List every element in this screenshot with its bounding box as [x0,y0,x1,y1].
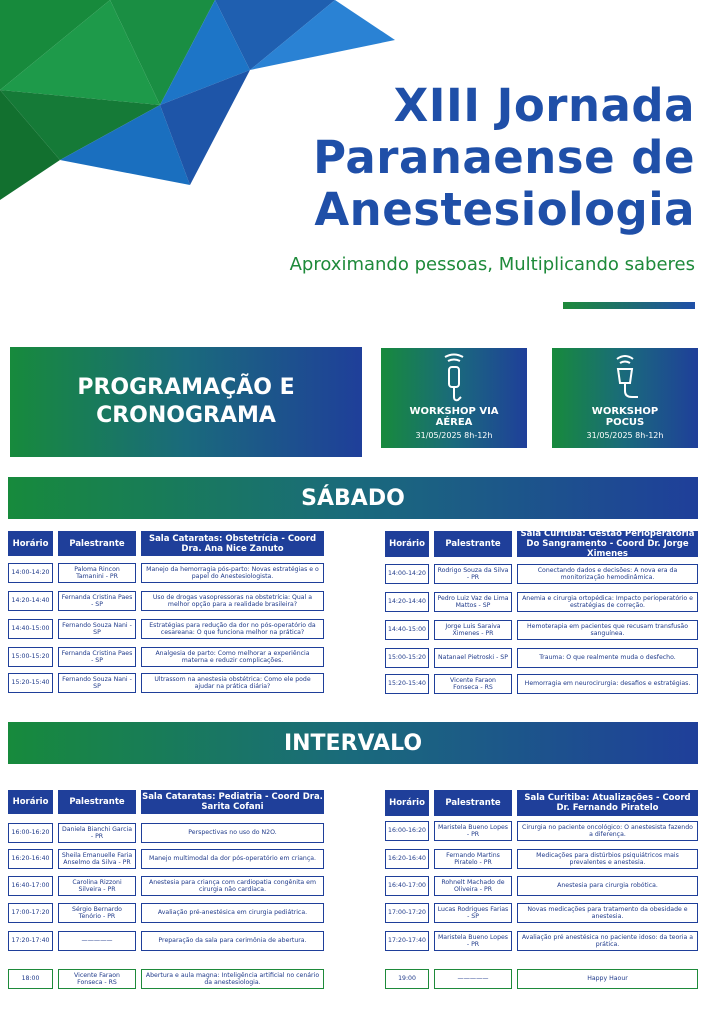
schedule-cell-time: 16:40-17:00 [385,876,429,896]
workshop-pocus-title-1: WORKSHOP [591,406,659,417]
int-left-header-topic: Sala Cataratas: Pediatria - Coord Dra. Sarita Cofani [142,792,323,812]
schedule-cell-time: 15:20-15:40 [8,673,53,693]
accent-rule [563,302,695,309]
ultrasound-probe-icon [608,353,642,403]
schedule-cell-topic: Cirurgia no paciente oncológico: O anestesista fazendo a diferença. [517,821,698,841]
schedule-final-time: 19:00 [385,969,429,989]
workshop-airway-card [381,348,527,448]
schedule-cell-speaker: Pedro Luiz Vaz de Lima Mattos - SP [434,592,512,612]
schedule-cell-topic: Hemorragia em neurocirurgia: desafios e estratégias. [517,674,698,694]
schedule-cell-topic: Analgesia de parto: Como melhorar a experiência materna e reduzir complicações. [141,647,324,667]
schedule-cell-time: 17:00-17:20 [8,903,53,923]
sat-right-header-topic: Sala Curitiba: Gestão Perioperatória Do Sangramento - Coord Dr. Jorge Ximenes [517,531,698,557]
int-left-header-time: Horário [8,790,53,814]
schedule-cell-time: 14:20-14:40 [8,591,53,611]
schedule-final-time: 18:00 [8,969,53,989]
schedule-cell-time: 14:40-15:00 [385,620,429,640]
schedule-cell-speaker: Fernanda Cristina Paes - SP [58,647,136,667]
schedule-cell-time: 17:00-17:20 [385,903,429,923]
int-left-header-speaker: Palestrante [58,790,136,814]
workshop-pocus-title-2: POCUS [605,417,645,428]
schedule-cell-time: 16:40-17:00 [8,876,53,896]
schedule-cell-time: 17:20-17:40 [385,931,429,951]
schedule-cell-topic: Ultrassom na anestesia obstétrica: Como ele pode ajudar na prática diária? [141,673,324,693]
int-right-header-speaker: Palestrante [434,790,512,816]
program-line-2: CRONOGRAMA [96,403,276,428]
schedule-cell-topic: Medicações para distúrbios psiquiátricos mais prevalentes e anestesia. [517,849,698,869]
schedule-cell-topic: Manejo multimodal da dor pós-operatório em criança. [141,849,324,869]
schedule-cell-speaker: Fernanda Cristina Paes - SP [58,591,136,611]
schedule-cell-time: 16:20-16:40 [8,849,53,869]
schedule-final-speaker: Vicente Faraon Fonseca - RS [58,969,136,989]
int-right-header-topic: Sala Curitiba: Atualizações - Coord Dr. Fernando Piratelo [517,790,698,816]
program-box [10,347,362,457]
schedule-cell-topic: Conectando dados e decisões: A nova era da monitorização hemodinâmica. [517,564,698,584]
section-saturday: SÁBADO [8,477,698,519]
sat-left-header-speaker: Palestrante [58,531,136,556]
schedule-cell-time: 17:20-17:40 [8,931,53,951]
schedule-cell-time: 14:40-15:00 [8,619,53,639]
schedule-cell-time: 15:00-15:20 [385,648,429,668]
workshop-airway-title-2: AÉREA [435,417,473,428]
schedule-cell-speaker: Rohnelt Machado de Oliveira - PR [434,876,512,896]
schedule-cell-topic: Anestesia para cirurgia robótica. [517,876,698,896]
schedule-cell-speaker: Maristela Bueno Lopes - PR [434,931,512,951]
schedule-cell-topic: Uso de drogas vasopressoras na obstetrícia: Qual a melhor opção para a realidade brasileira? [141,591,324,611]
schedule-cell-speaker: Lucas Rodrigues Farias - SP [434,903,512,923]
schedule-cell-speaker: Maristela Bueno Lopes - PR [434,821,512,841]
schedule-cell-topic: Hemoterapia em pacientes que recusam transfusão sanguínea. [517,620,698,640]
workshop-airway-title-1: WORKSHOP VIA [409,406,499,417]
schedule-cell-speaker: Fernando Martins Piratelo - PR [434,849,512,869]
schedule-cell-time: 14:00-14:20 [385,564,429,584]
schedule-final-topic: Happy Haour [517,969,698,989]
schedule-cell-time: 14:00-14:20 [8,563,53,583]
section-break: INTERVALO [8,722,698,764]
schedule-cell-speaker: Sheila Emanuelle Faria Anselmo da Silva - PR [58,849,136,869]
schedule-cell-topic: Manejo da hemorragia pós-parto: Novas estratégias e o papel do Anestesiologista. [141,563,324,583]
schedule-cell-speaker: Vicente Faraon Fonseca - RS [434,674,512,694]
schedule-cell-time: 16:20-16:40 [385,849,429,869]
sat-left-header-time: Horário [8,531,53,556]
schedule-cell-topic: Perspectivas no uso do N2O. [141,823,324,843]
schedule-final-speaker: ————— [434,969,512,989]
workshop-pocus-date: 31/05/2025 8h-12h [586,431,664,440]
schedule-cell-speaker: Rodrigo Souza da Silva - PR [434,564,512,584]
event-title-line-2: Paranaense de [313,131,695,184]
laryngoscope-icon [439,353,469,403]
schedule-cell-time: 15:00-15:20 [8,647,53,667]
schedule-cell-time: 16:00-16:20 [385,821,429,841]
schedule-cell-speaker: Carolina Rizzoni Silveira - PR [58,876,136,896]
event-subtitle: Aproximando pessoas, Multiplicando saberes [289,254,695,275]
schedule-cell-topic: Avaliação pré anestésica no paciente idoso: da teoria a prática. [517,931,698,951]
schedule-cell-topic: Estratégias para redução da dor no pós-operatório da cesareana: O que funciona melhor na prática? [141,619,324,639]
schedule-cell-speaker: Sérgio Bernardo Tenório - PR [58,903,136,923]
schedule-final-topic: Abertura e aula magna: Inteligência artificial no cenário da anestesiologia. [141,969,324,989]
int-right-header-time: Horário [385,790,429,816]
event-title-line-1: XIII Jornada [393,79,695,132]
schedule-cell-topic: Trauma: O que realmente muda o desfecho. [517,648,698,668]
sat-left-header-topic: Sala Cataratas: Obstetrícia - Coord Dra. Ana Nice Zanuto [141,531,324,556]
schedule-cell-speaker: Paloma Rincon Tamanini - PR [58,563,136,583]
schedule-cell-speaker: Jorge Luis Saraiva Ximenes - PR [434,620,512,640]
schedule-cell-time: 15:20-15:40 [385,674,429,694]
sat-right-header-time: Horário [385,531,429,557]
schedule-cell-topic: Anemia e cirurgia ortopédica: Impacto perioperatório e estratégias de correção. [517,592,698,612]
schedule-cell-speaker: Fernando Souza Nani - SP [58,619,136,639]
schedule-cell-speaker: ————— [58,931,136,951]
schedule-cell-time: 14:20-14:40 [385,592,429,612]
schedule-cell-speaker: Fernando Souza Nani - SP [58,673,136,693]
schedule-cell-speaker: Daniela Bianchi Garcia - PR [58,823,136,843]
workshop-pocus-card [552,348,698,448]
schedule-cell-time: 16:00-16:20 [8,823,53,843]
event-title-line-3: Anestesiologia [314,183,695,236]
schedule-cell-topic: Anestesia para criança com cardiopatia congênita em cirurgia não cardíaca. [141,876,324,896]
schedule-cell-topic: Preparação da sala para cerimônia de abertura. [141,931,324,951]
sat-right-header-speaker: Palestrante [434,531,512,557]
schedule-cell-speaker: Natanael Pietroski - SP [434,648,512,668]
schedule-cell-topic: Avaliação pré-anestésica em cirurgia pediátrica. [141,903,324,923]
workshop-airway-date: 31/05/2025 8h-12h [415,431,493,440]
program-line-1: PROGRAMAÇÃO E [77,375,295,400]
schedule-cell-topic: Novas medicações para tratamento da obesidade e anestesia. [517,903,698,923]
